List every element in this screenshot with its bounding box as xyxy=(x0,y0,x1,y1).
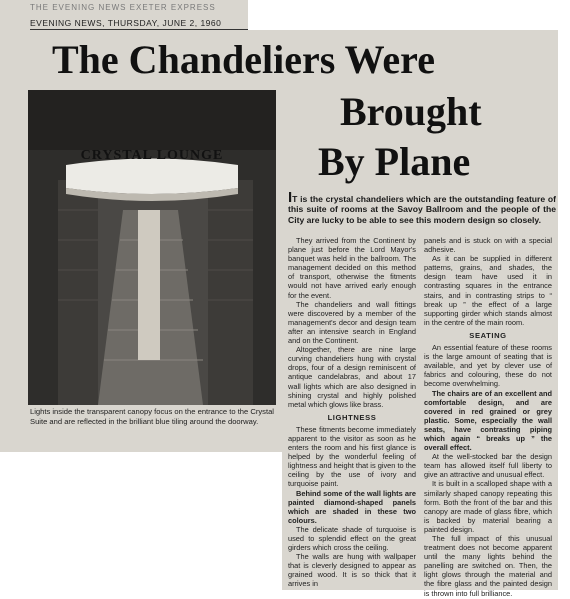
bold-paragraph: Behind some of the wall lights are painted diamond-shaped panels which are shaded in these two colours. xyxy=(288,488,416,525)
photo-illustration xyxy=(28,90,276,405)
subheading-lightness: LIGHTNESS xyxy=(327,412,377,422)
headline-line-3: By Plane xyxy=(318,139,471,184)
drop-cap: I xyxy=(288,189,293,206)
paragraph: As it can be supplied in different patterns, grains, and shades, the design team have used it in contrasting squares in the entrance stairs, and in contrasting strips to “ break up ” the effect of a large supporting girder which stands almost in the centre of the main room. xyxy=(424,254,552,327)
article-column-left xyxy=(288,236,416,589)
lead-paragraph xyxy=(288,189,556,225)
dateline-rule xyxy=(30,29,248,30)
paper-background xyxy=(558,0,570,599)
paragraph: The full impact of this unusual treatment does not become apparent until the many lights behind the panelling are switched on. Then, the light glows through the material and the fibre glass and the painted design is thrown into full brilliance. xyxy=(424,534,552,598)
paragraph: Altogether, there are nine large curving chandeliers hung with crystal drops, four of a design reminiscent of antique candelabras, and about 17 wall lights which are also designed in shining crystal and highly polished metal which glows like brass. xyxy=(288,345,416,409)
paragraph: An essential feature of these rooms is the large amount of seating that is available, and yet by clever use of fabrics and colouring, these do not become overwhelming. xyxy=(424,343,552,389)
photo-sign-text: CRYSTAL LOUNGE xyxy=(80,148,224,163)
headline-line-2: Brought xyxy=(340,89,482,134)
bold-paragraph: The chairs are of an excellent and comfortable design, and are covered in red grained or grey plastic. Some, especially the wall seats, have contrasting piping which again “ breaks up ” the overall effect. xyxy=(424,388,552,453)
paragraph: These fitments become immediately apparent to the visitor as soon as he enters the room and his first glance is helped by the wonderful feeling of lightness and height that is given to the ceiling by the use of ivory and turquoise paint. xyxy=(288,424,416,489)
article-column-right xyxy=(424,236,552,598)
paper-background xyxy=(0,452,282,599)
dateline: EVENING NEWS, THURSDAY, JUNE 2, 1960 xyxy=(30,18,222,28)
lead-text: T is the crystal chandeliers which are the outstanding feature of this suite of rooms at the Savoy Ballroom and the people of the City are lucky to be able to see this modern design so closely. xyxy=(288,194,556,225)
photo-crystal-lounge-entrance xyxy=(28,90,276,405)
masthead-faint: THE EVENING NEWS EXETER EXPRESS xyxy=(30,3,216,12)
headline-line-1: The Chandeliers Were xyxy=(52,37,435,82)
paragraph: They arrived from the Continent by plane just before the Lord Mayor's banquet was held in the ballroom. The management decided on this method of transport, otherwise the fitments would not have arrived early enough for the event. xyxy=(288,236,416,300)
paragraph: The walls are hung with wallpaper that is cleverly designed to appear as grained wood. It is so thick that it arrives in xyxy=(288,552,416,589)
paragraph: The chandeliers and wall fittings were discovered by a member of the management's decor and design team after an intensive search in England and on the Continent. xyxy=(288,299,416,346)
paper-background xyxy=(248,0,570,30)
paragraph: The delicate shade of turquoise is used to splendid effect on the great girders which cross the ceiling. xyxy=(288,524,416,553)
paragraph: It is built in a scalloped shape with a similarly shaped canopy repeating this form. Both the front of the bar and this canopy are made of glass fibre, which is backed by material bearing a painted design. xyxy=(424,479,552,534)
subheading-seating: SEATING xyxy=(469,330,507,340)
paragraph: At the well-stocked bar the design team has allowed itself full liberty to give an attractive and unusual effect. xyxy=(424,452,552,480)
photo-caption: Lights inside the transparent canopy focus on the entrance to the Crystal Suite and are reflected in the brilliant blue tiling around the doorway. xyxy=(30,407,274,426)
paragraph: panels and is stuck on with a special adhesive. xyxy=(424,236,552,255)
